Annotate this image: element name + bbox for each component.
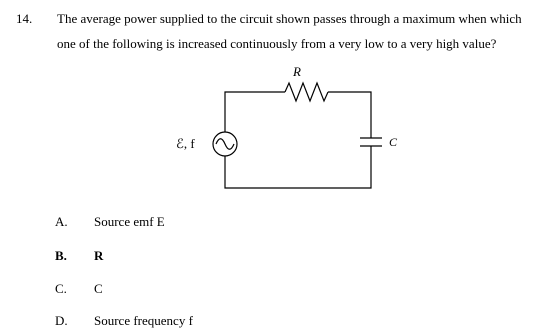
capacitor-label: C [389,135,398,149]
resistor-symbol [285,83,328,101]
option-a-text: Source emf E [94,214,165,229]
wire-bottom [225,146,371,188]
question-text-line-2: one of the following is increased continuously from a very low to a very high value? [57,36,497,51]
wire-top-left [225,92,285,132]
question-text-line-1: The average power supplied to the circuit shown passes through a maximum when which [57,11,522,26]
option-b-text: R [94,248,104,263]
wire-top-right [328,92,371,138]
resistor-label: R [293,64,301,79]
source-label: ℰ, f [176,136,195,151]
option-c-text: C [94,281,103,296]
ac-source-wave-icon [216,139,234,150]
option-b-letter: B. [55,248,67,263]
question-number: 14. [16,11,33,26]
option-c-letter: C. [55,281,67,296]
option-d-text: Source frequency f [94,313,193,328]
option-a-letter: A. [55,214,68,229]
option-d-letter: D. [55,313,68,328]
